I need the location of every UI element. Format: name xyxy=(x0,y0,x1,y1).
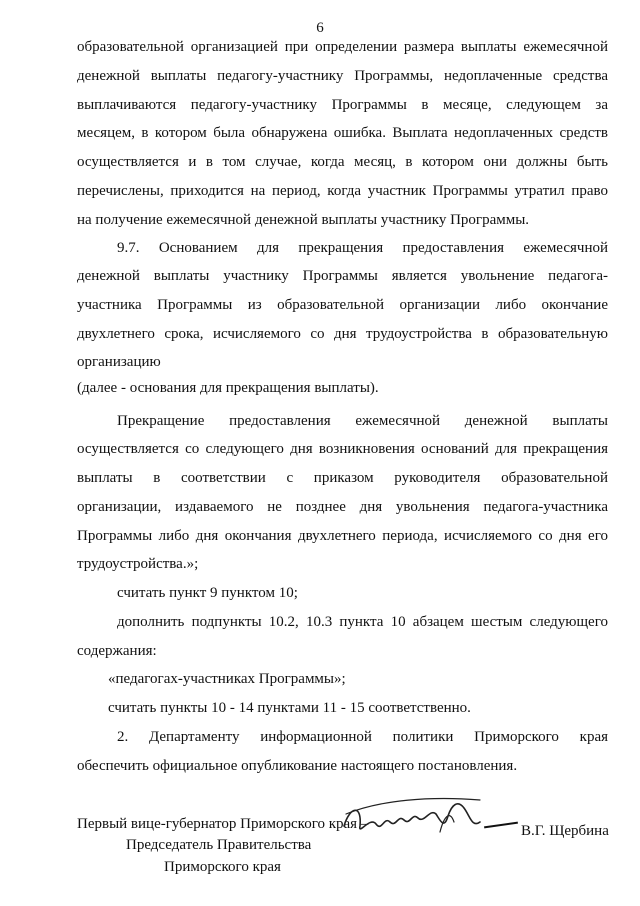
text-line: денежной выплаты участнику Программы является увольнение педагога- xyxy=(77,268,608,284)
text-line: Прекращение предоставления ежемесячной денежной выплаты xyxy=(117,413,608,429)
text-line: считать пункт 9 пунктом 10; xyxy=(117,585,298,601)
text-line: дополнить подпункты 10.2, 10.3 пункта 10 абзацем шестым следующего xyxy=(117,614,608,630)
text-line: (далее - основания для прекращения выплаты). xyxy=(77,380,379,396)
text-line: участника Программы из образовательной организации либо окончание xyxy=(77,297,608,313)
text-line: обеспечить официальное опубликование настоящего постановления. xyxy=(77,758,518,774)
text-line: организации, издаваемого не позднее дня увольнения педагога-участника xyxy=(77,499,608,515)
text-line: перечислены, приходится на период, когда участник Программы утратил право xyxy=(77,183,608,199)
signatory-title-line-3: Приморского края xyxy=(164,859,281,875)
page-number: 6 xyxy=(316,20,324,36)
text-line: трудоустройства.»; xyxy=(77,556,199,572)
text-line: считать пункты 10 - 14 пунктами 11 - 15 соответственно. xyxy=(108,700,471,716)
text-line: 9.7. Основанием для прекращения предоставления ежемесячной xyxy=(117,240,608,256)
signer-name: В.Г. Щербина xyxy=(521,823,609,839)
text-line: организацию xyxy=(77,354,161,370)
text-line: осуществляется со следующего дня возникновения оснований для прекращения xyxy=(77,441,608,457)
text-line: денежной выплаты педагогу-участнику Программы, недоплаченные средства xyxy=(77,68,608,84)
handwritten-signature xyxy=(340,786,520,846)
signatory-title-line-2: Председатель Правительства xyxy=(126,837,312,853)
text-line: содержания: xyxy=(77,643,157,659)
text-line: выплачиваются педагогу-участнику Программы в месяце, следующем за xyxy=(77,97,608,113)
text-line: двухлетнего срока, исчисляемого со дня трудоустройства в образовательную xyxy=(77,326,608,342)
text-line: выплаты в соответствии с приказом руководителя образовательной xyxy=(77,470,608,486)
text-line: образовательной организацией при определении размера выплаты ежемесячной xyxy=(77,39,608,55)
text-line: на получение ежемесячной денежной выплаты участнику Программы. xyxy=(77,212,530,228)
text-line: 2. Департаменту информационной политики Приморского края xyxy=(117,729,608,745)
text-line: «педагогах-участниках Программы»; xyxy=(108,671,346,687)
text-line: осуществляется и в том случае, когда месяц, в котором они должны быть xyxy=(77,154,608,170)
text-line: Программы либо дня окончания двухлетнего периода, исчисляемого со дня его xyxy=(77,528,608,544)
text-line: месяцем, в котором была обнаружена ошибка. Выплата недоплаченных средств xyxy=(77,125,608,141)
signatory-title-line-1: Первый вице-губернатор Приморского края – xyxy=(77,816,369,832)
